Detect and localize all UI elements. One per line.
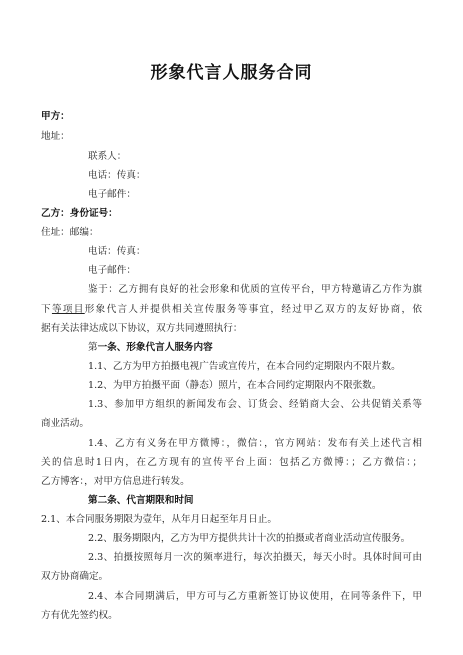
article-1-heading-text: 一条、形象代言人服务内容 <box>97 342 213 353</box>
article-1-heading <box>88 341 213 355</box>
preamble-line-2-suffix: 形象代言人并提供相关宣传服务等事宜，经过甲乙双方的友好协商，依 <box>84 304 423 315</box>
article-2-heading: 第二条、代言期限和时间 <box>88 495 194 506</box>
article-2-item-2: 2.2、服务期限内，乙方为甲方提供共计十次的拍摄或者商业活动宣传服务。 <box>88 533 411 544</box>
preamble-line-2-prefix: 下 <box>41 304 52 315</box>
preamble-underlined-term: 等项目 <box>51 304 85 315</box>
party-a-contact: 联系人： <box>88 151 127 162</box>
preamble-line-2 <box>41 303 422 317</box>
party-b-email: 电子邮件： <box>88 265 136 276</box>
article-1-item-4-line-3: 乙方博客：，对甲方信息进行转发。 <box>41 476 190 487</box>
article-1-item-3-line-2: 商业活动。 <box>41 418 89 429</box>
party-b-phone-fax: 电话：传真： <box>88 246 146 257</box>
article-1-item-2: 1.2、为甲方拍摄平面（静态）照片，在本合同约定期限内不限张数。 <box>88 380 382 391</box>
article-2-item-3-line-2: 双方协商确定。 <box>41 571 109 582</box>
article-2-item-3-line-1: 2.3、拍摄按照每月一次的频率进行，每次拍摄天，每天小时。具体时间可由 <box>88 552 422 563</box>
party-a-address: 地址： <box>41 131 70 142</box>
party-b-residence-postcode: 住址：邮编： <box>41 227 99 238</box>
preamble-line-1: 鉴于：乙方拥有良好的社会形象和优质的宣传平台，甲方特邀请乙方作为旗 <box>88 284 422 295</box>
article-1-item-1: 1.1、乙方为甲方拍摄电视广告或宣传片，在本合同约定期限内不限片数。 <box>88 361 401 372</box>
preamble-line-3: 据有关法律达成以下协议，双方共同遵照执行： <box>41 323 243 334</box>
article-1-item-4-line-1: 1.4、乙方有义务在甲方微博：，微信：，官方网站：发布有关上述代言相 <box>88 438 422 449</box>
article-1-item-3-line-1: 1.3、参加甲方组织的新闻发布会、订货会、经销商大会、公共促销关系等 <box>88 399 422 410</box>
document-title: 形象代言人服务合同 <box>150 63 313 83</box>
article-1-heading-prefix: 第 <box>88 342 98 353</box>
article-2-item-4-line-2: 方有优先签约权。 <box>41 610 118 621</box>
article-1-item-4-line-2: 关的信息时1日内，在乙方现有的宣传平台上面：包括乙方微博：；乙方微信：； <box>41 457 422 468</box>
article-2-item-1: 2.1、本合同服务期限为壹年，从年月日起至年月日止。 <box>41 514 277 525</box>
party-a-heading: 甲方： <box>41 111 70 122</box>
party-a-phone-fax: 电话：传真： <box>88 170 146 181</box>
party-a-email: 电子邮件： <box>88 189 136 200</box>
party-b-heading: 乙方：身份证号： <box>41 208 118 219</box>
article-2-item-4-line-1: 2.4、本合同期满后，甲方可与乙方重新签订协议使用，在同等条件下，甲 <box>88 591 422 602</box>
